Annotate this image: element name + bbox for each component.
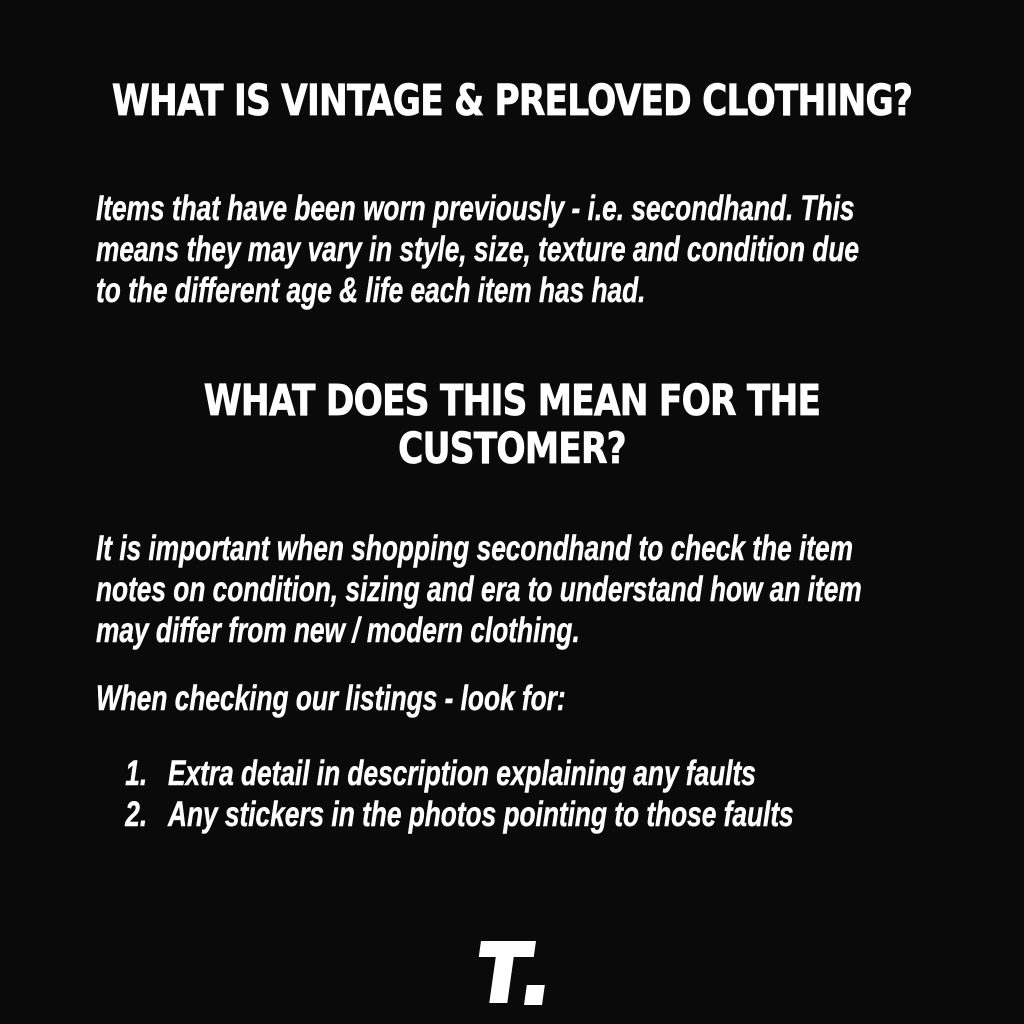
intro-line: to the different age & life each item has had. xyxy=(96,271,646,310)
brand-logo-text xyxy=(478,1007,479,1008)
customer-heading-line: WHAT DOES THIS MEAN FOR THE xyxy=(203,376,821,426)
brand-logo xyxy=(478,941,550,1007)
customer-line: It is important when shopping secondhand to check the item xyxy=(96,529,853,568)
checklist xyxy=(96,753,794,835)
intro-paragraph xyxy=(96,188,859,311)
checklist-item-text: Any stickers in the photos pointing to those faults xyxy=(168,795,794,834)
checklist-item xyxy=(96,794,794,835)
intro-line: Items that have been worn previously - i.e. secondhand. This xyxy=(96,189,855,228)
intro-line: means they may vary in style, size, texture and condition due xyxy=(96,230,859,269)
checklist-item-number: 2. xyxy=(125,795,148,834)
listings-intro xyxy=(96,678,566,719)
main-heading: WHAT IS VINTAGE & PRELOVED CLOTHING? xyxy=(111,76,913,126)
customer-line: may differ from new / modern clothing. xyxy=(96,611,580,650)
customer-paragraph xyxy=(96,528,862,651)
brand-logo-t-icon xyxy=(478,941,550,1007)
checklist-item-number: 1. xyxy=(125,754,148,793)
customer-heading-line: CUSTOMER? xyxy=(398,424,626,474)
checklist-item-text: Extra detail in description explaining any faults xyxy=(168,754,756,793)
checklist-item xyxy=(96,753,794,794)
customer-heading xyxy=(102,377,921,473)
customer-line: notes on condition, sizing and era to understand how an item xyxy=(96,570,862,609)
listings-intro-line: When checking our listings - look for: xyxy=(96,679,566,718)
